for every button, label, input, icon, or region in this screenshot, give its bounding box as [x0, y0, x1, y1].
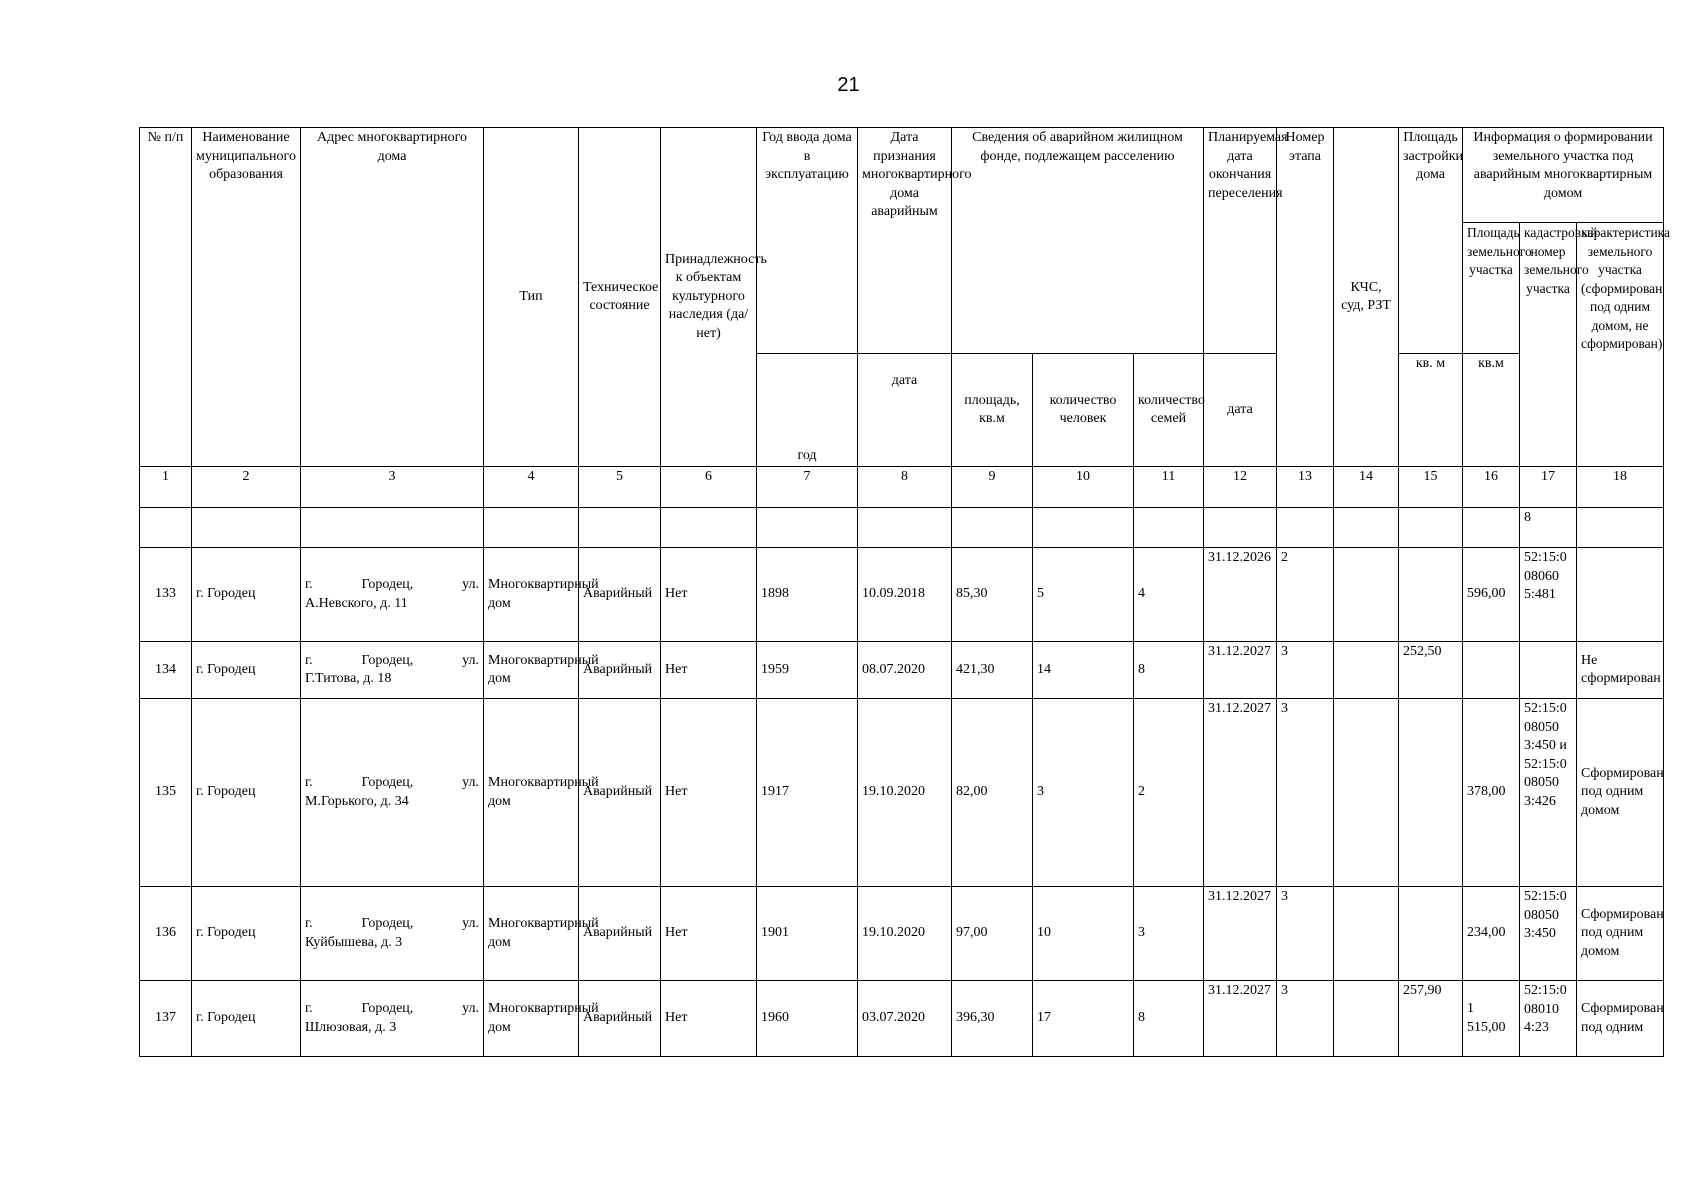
header-land-area: Площадь земельного участка	[1463, 223, 1520, 354]
header-planned-date-sub: дата	[1204, 354, 1277, 467]
row-year: 1898	[757, 548, 858, 642]
addr-prefix: г.	[305, 577, 313, 592]
row-state: Аварийный	[579, 642, 661, 699]
row-recognition-date: 19.10.2020	[858, 887, 952, 981]
row-land-area: 1 515,00	[1463, 981, 1520, 1057]
header-municipality: Наименование муниципального образования	[192, 128, 301, 467]
row-stage: 3	[1277, 887, 1334, 981]
col-num: 1	[140, 467, 192, 508]
row-recognition-date: 10.09.2018	[858, 548, 952, 642]
row-land-kind: Сформирован под одним	[1577, 981, 1664, 1057]
row-heritage: Нет	[661, 981, 757, 1057]
row-state: Аварийный	[579, 548, 661, 642]
row-kchs	[1334, 548, 1399, 642]
row-cadastral: 52:15:008050 3:450	[1520, 887, 1577, 981]
row-year: 1960	[757, 981, 858, 1057]
header-heritage: Принадлежность к объектам культурного наследия (да/нет)	[661, 128, 757, 467]
row-land-kind: Сформирован под одним домом	[1577, 887, 1664, 981]
row-built-area	[1399, 887, 1463, 981]
row-municipality: г. Городец	[192, 642, 301, 699]
row-kchs	[1334, 642, 1399, 699]
row-type: Многоквартирный дом	[484, 642, 579, 699]
table-row	[140, 887, 1664, 981]
row-families: 2	[1134, 699, 1204, 887]
addr-prefix: г.	[305, 652, 313, 668]
header-kchs: КЧС, суд, РЗТ	[1334, 128, 1399, 467]
col-num: 8	[858, 467, 952, 508]
header-people: количество человек	[1033, 354, 1134, 467]
header-families: количество семей	[1134, 354, 1204, 467]
row-heritage: Нет	[661, 699, 757, 887]
row-address	[301, 548, 484, 642]
col-num: 12	[1204, 467, 1277, 508]
row-state: Аварийный	[579, 981, 661, 1057]
carryover-cadastral: 8	[1520, 508, 1577, 548]
row-recognition-date: 03.07.2020	[858, 981, 952, 1057]
row-address	[301, 699, 484, 887]
row-type: Многоквартирный дом	[484, 699, 579, 887]
row-address	[301, 887, 484, 981]
row-area: 396,30	[952, 981, 1033, 1057]
column-numbers-row	[140, 467, 1664, 508]
row-kchs	[1334, 699, 1399, 887]
col-num: 7	[757, 467, 858, 508]
row-municipality: г. Городец	[192, 887, 301, 981]
table-row-carryover	[140, 508, 1664, 548]
row-type: Многоквартирный дом	[484, 981, 579, 1057]
addr-prefix: г.	[305, 1001, 313, 1016]
addr-street: Г.Титова, д. 18	[305, 671, 392, 686]
col-num: 17	[1520, 467, 1577, 508]
row-families: 3	[1134, 887, 1204, 981]
row-cadastral: 52:15:008050 3:450 и 52:15:008050 3:426	[1520, 699, 1577, 887]
addr-prefix: г.	[305, 916, 313, 931]
addr-street-type: ул.	[462, 652, 479, 668]
row-land-area: 234,00	[1463, 887, 1520, 981]
addr-street: А.Невского, д. 11	[305, 595, 408, 611]
row-recognition-date: 08.07.2020	[858, 642, 952, 699]
row-number: 135	[140, 699, 192, 887]
table-row	[140, 642, 1664, 699]
header-year: Год ввода дома в эксплуатацию	[757, 128, 858, 354]
col-num: 18	[1577, 467, 1664, 508]
header-stage: Номер этапа	[1277, 128, 1334, 467]
row-built-area	[1399, 699, 1463, 887]
addr-city: Городец,	[361, 1001, 414, 1016]
row-families: 8	[1134, 642, 1204, 699]
addr-street-type: ул.	[462, 916, 479, 931]
row-area: 421,30	[952, 642, 1033, 699]
col-num: 14	[1334, 467, 1399, 508]
col-num: 15	[1399, 467, 1463, 508]
header-recognition-date: Дата признания многоквартирного дома аварийным	[858, 128, 952, 354]
row-stage: 3	[1277, 699, 1334, 887]
col-num: 3	[301, 467, 484, 508]
row-stage: 2	[1277, 548, 1334, 642]
header-built-area: Площадь застройки дома	[1399, 128, 1463, 354]
row-number: 134	[140, 642, 192, 699]
header-type: Тип	[484, 128, 579, 467]
col-num: 11	[1134, 467, 1204, 508]
addr-street-type: ул.	[462, 1001, 479, 1016]
header-planned-date: Планируемая дата окончания переселения	[1204, 128, 1277, 354]
row-heritage: Нет	[661, 642, 757, 699]
row-number: 133	[140, 548, 192, 642]
row-year: 1917	[757, 699, 858, 887]
row-area: 97,00	[952, 887, 1033, 981]
addr-street: Шлюзовая, д. 3	[305, 1019, 397, 1035]
table-row	[140, 548, 1664, 642]
header-number: № п/п	[140, 128, 192, 467]
row-municipality: г. Городец	[192, 699, 301, 887]
row-planned-date: 31.12.2027	[1204, 887, 1277, 981]
addr-prefix: г.	[305, 775, 313, 790]
row-people: 17	[1033, 981, 1134, 1057]
row-people: 10	[1033, 887, 1134, 981]
row-year: 1901	[757, 887, 858, 981]
row-year: 1959	[757, 642, 858, 699]
row-people: 5	[1033, 548, 1134, 642]
col-num: 2	[192, 467, 301, 508]
header-land-kind: характеристика земельного участка (сформирован под одним домом, не сформирован)	[1577, 223, 1664, 467]
row-area: 82,00	[952, 699, 1033, 887]
row-kchs	[1334, 981, 1399, 1057]
row-cadastral: 52:15:008010 4:23	[1520, 981, 1577, 1057]
header-date-sub: дата	[858, 354, 952, 467]
row-people: 14	[1033, 642, 1134, 699]
row-built-area: 257,90	[1399, 981, 1463, 1057]
addr-city: Городец,	[361, 652, 414, 668]
col-num: 6	[661, 467, 757, 508]
addr-street-type: ул.	[462, 775, 479, 790]
col-num: 16	[1463, 467, 1520, 508]
row-built-area	[1399, 548, 1463, 642]
col-num: 10	[1033, 467, 1134, 508]
header-built-unit: кв. м	[1399, 354, 1463, 467]
row-planned-date: 31.12.2027	[1204, 699, 1277, 887]
row-stage: 3	[1277, 642, 1334, 699]
header-cadastral: кадастровый номер земельного участка	[1520, 223, 1577, 467]
row-land-kind: Не сформирован	[1577, 642, 1664, 699]
row-people: 3	[1033, 699, 1134, 887]
row-number: 136	[140, 887, 192, 981]
row-planned-date: 31.12.2026	[1204, 548, 1277, 642]
row-type: Многоквартирный дом	[484, 887, 579, 981]
row-heritage: Нет	[661, 887, 757, 981]
header-tech-state: Техническое состояние	[579, 128, 661, 467]
row-planned-date: 31.12.2027	[1204, 981, 1277, 1057]
row-land-kind: Сформирован под одним домом	[1577, 699, 1664, 887]
row-land-area	[1463, 642, 1520, 699]
addr-city: Городец,	[361, 577, 414, 592]
row-state: Аварийный	[579, 699, 661, 887]
row-built-area: 252,50	[1399, 642, 1463, 699]
row-municipality: г. Городец	[192, 548, 301, 642]
row-cadastral: 52:15:008060 5:481	[1520, 548, 1577, 642]
page-number: 21	[837, 74, 860, 96]
emergency-housing-table	[139, 127, 1671, 1057]
addr-street: Куйбышева, д. 3	[305, 934, 403, 950]
row-recognition-date: 19.10.2020	[858, 699, 952, 887]
row-address	[301, 981, 484, 1057]
row-stage: 3	[1277, 981, 1334, 1057]
addr-street: М.Горького, д. 34	[305, 793, 409, 809]
row-planned-date: 31.12.2027	[1204, 642, 1277, 699]
table-row	[140, 981, 1664, 1057]
row-heritage: Нет	[661, 548, 757, 642]
row-state: Аварийный	[579, 887, 661, 981]
col-num: 4	[484, 467, 579, 508]
header-land-group: Информация о формировании земельного участка под аварийным многоквартирным домом	[1463, 128, 1664, 223]
addr-city: Городец,	[361, 775, 414, 790]
row-municipality: г. Городец	[192, 981, 301, 1057]
col-num: 9	[952, 467, 1033, 508]
row-families: 8	[1134, 981, 1204, 1057]
row-address	[301, 642, 484, 699]
header-year-sub: год	[757, 354, 858, 467]
row-kchs	[1334, 887, 1399, 981]
header-area: площадь, кв.м	[952, 354, 1033, 467]
row-land-area: 378,00	[1463, 699, 1520, 887]
row-land-area: 596,00	[1463, 548, 1520, 642]
addr-street-type: ул.	[462, 577, 479, 592]
row-cadastral	[1520, 642, 1577, 699]
row-area: 85,30	[952, 548, 1033, 642]
table-row	[140, 699, 1664, 887]
row-type: Многоквартирный дом	[484, 548, 579, 642]
row-families: 4	[1134, 548, 1204, 642]
header-housing-group: Сведения об аварийном жилищном фонде, подлежащем расселению	[952, 128, 1204, 354]
col-num: 5	[579, 467, 661, 508]
col-num: 13	[1277, 467, 1334, 508]
row-land-kind	[1577, 548, 1664, 642]
addr-city: Городец,	[361, 916, 414, 931]
row-number: 137	[140, 981, 192, 1057]
header-address: Адрес многоквартирного дома	[301, 128, 484, 467]
header-land-unit: кв.м	[1463, 354, 1520, 467]
